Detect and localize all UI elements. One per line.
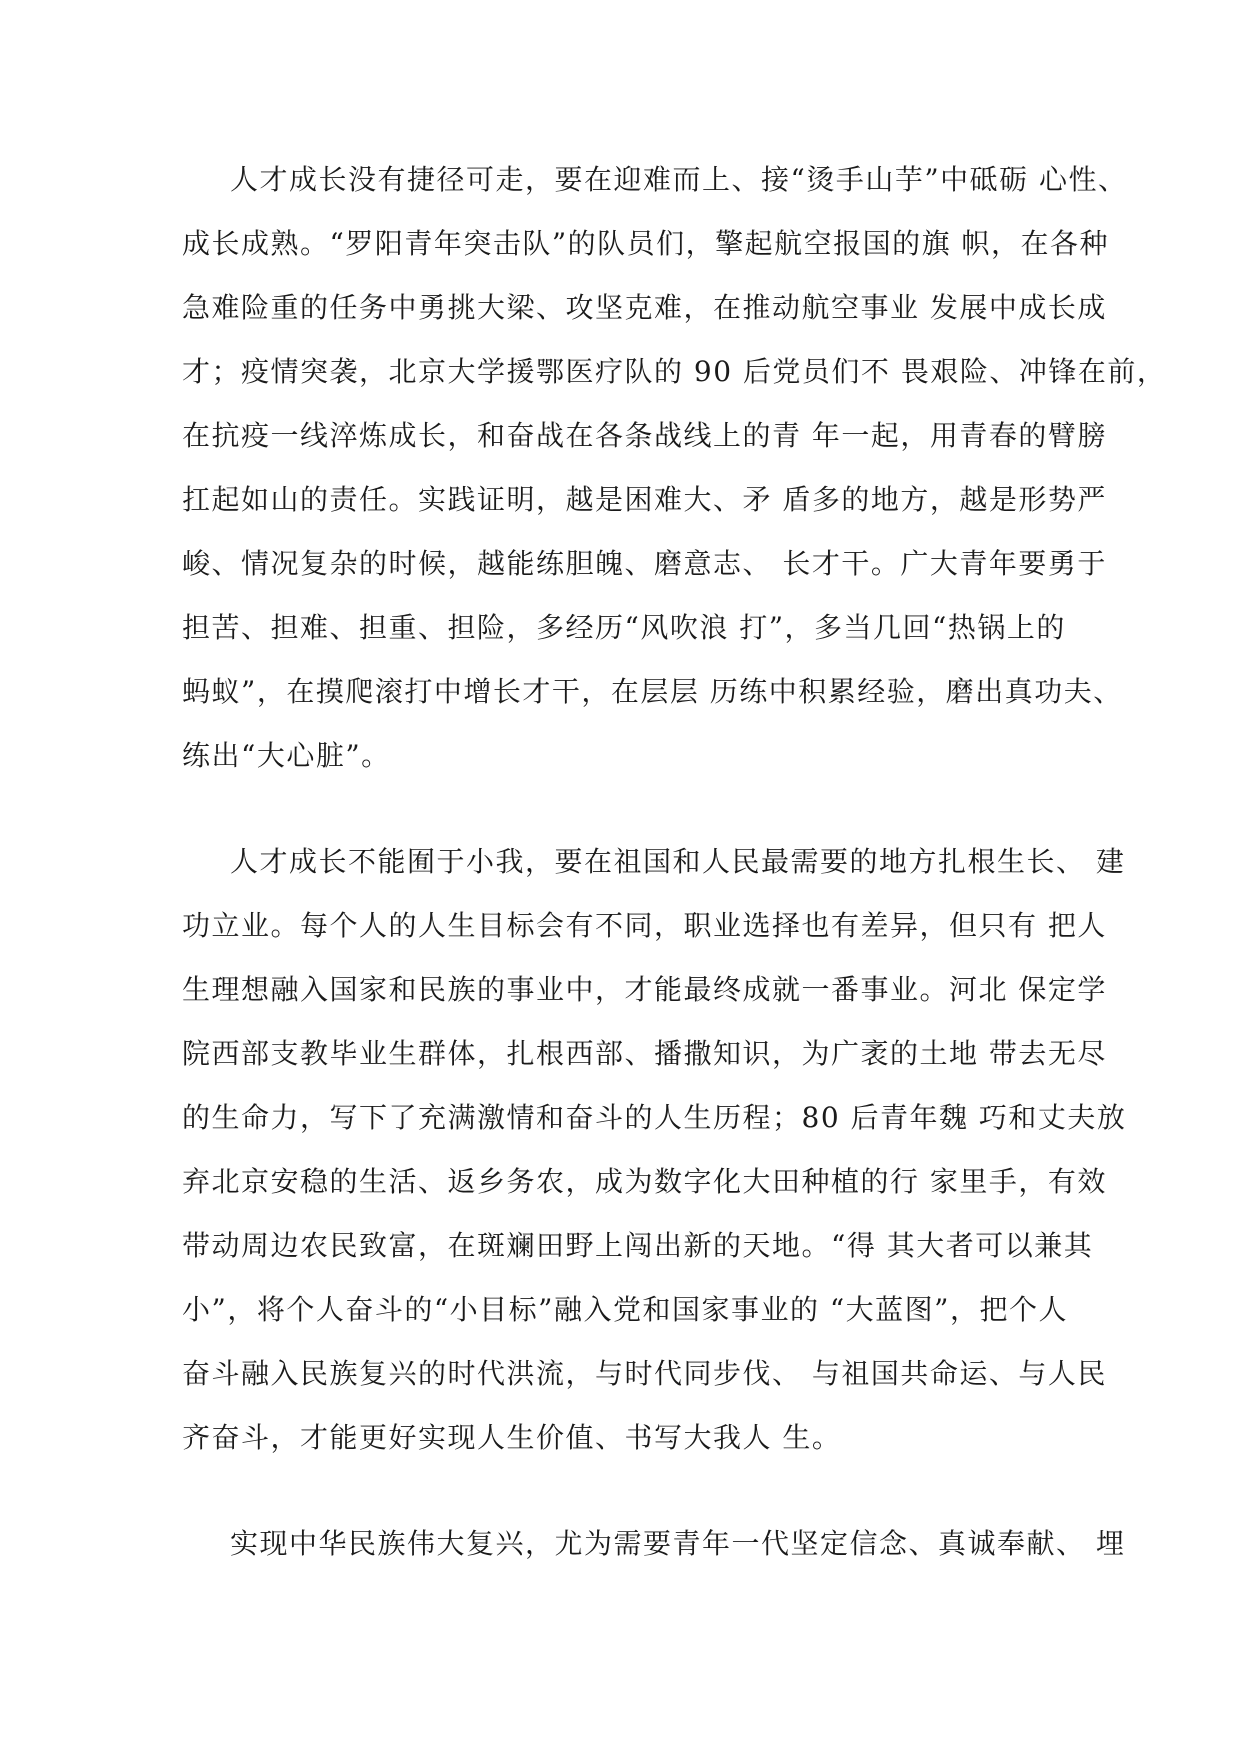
text-line: 蚂蚁”，在摸爬滚打中增长才干，在层层 历练中积累经验，磨出真功夫、 (182, 675, 1123, 708)
text-line: 人才成长不能囿于小我，要在祖国和人民最需要的地方扎根生长、 建 (230, 845, 1126, 878)
text-line: 成长成熟。“罗阳青年突击队”的队员们，擎起航空报国的旗 帜，在各种 (182, 227, 1110, 260)
document-body (182, 148, 1167, 1618)
text-line: 实现中华民族伟大复兴，尤为需要青年一代坚定信念、真诚奉献、 埋 (230, 1527, 1126, 1560)
text-line: 急难险重的任务中勇挑大梁、攻坚克难，在推动航空事业 发展中成长成 (182, 291, 1107, 324)
text-line: 带动周边农民致富，在斑斓田野上闯出新的天地。“得 其大者可以兼其 (182, 1229, 1094, 1262)
text-line: 峻、情况复杂的时候，越能练胆魄、磨意志、 长才干。广大青年要勇于 (182, 547, 1107, 580)
text-line: 院西部支教毕业生群体，扎根西部、播撒知识，为广袤的土地 带去无尽 (182, 1037, 1107, 1070)
text-line: 扛起如山的责任。实践证明，越是困难大、矛 盾多的地方，越是形势严 (182, 483, 1107, 516)
text-line: 小”，将个人奋斗的“小目标”融入党和国家事业的 “大蓝图”，把个人 (182, 1293, 1068, 1326)
text-line: 功立业。每个人的人生目标会有不同，职业选择也有差异，但只有 把人 (182, 909, 1107, 942)
text-line: 在抗疫一线淬炼成长，和奋战在各条战线上的青 年一起，用青春的臂膀 (182, 419, 1107, 452)
text-line: 才；疫情突袭，北京大学援鄂医疗队的 90 后党员们不 畏艰险、冲锋在前， (182, 355, 1167, 388)
text-line: 人才成长没有捷径可走，要在迎难而上、接“烫手山芋”中砥砺 心性、 (230, 163, 1128, 196)
text-line: 齐奋斗，才能更好实现人生价值、书写大我人 生。 (182, 1421, 842, 1454)
text-line: 弃北京安稳的生活、返乡务农，成为数字化大田种植的行 家里手，有效 (182, 1165, 1107, 1198)
text-line: 练出“大心脏”。 (182, 739, 391, 772)
paragraph-1 (182, 148, 1167, 788)
text-line: 奋斗融入民族复兴的时代洪流，与时代同步伐、 与祖国共命运、与人民 (182, 1357, 1107, 1390)
paragraph-3 (182, 1512, 1126, 1576)
text-line: 的生命力，写下了充满激情和奋斗的人生历程；80 后青年魏 巧和丈夫放 (182, 1101, 1127, 1134)
text-line: 担苦、担难、担重、担险，多经历“风吹浪 打”，多当几回“热锅上的 (182, 611, 1066, 644)
text-line: 生理想融入国家和民族的事业中，才能最终成就一番事业。河北 保定学 (182, 973, 1107, 1006)
paragraph-2 (182, 830, 1127, 1470)
